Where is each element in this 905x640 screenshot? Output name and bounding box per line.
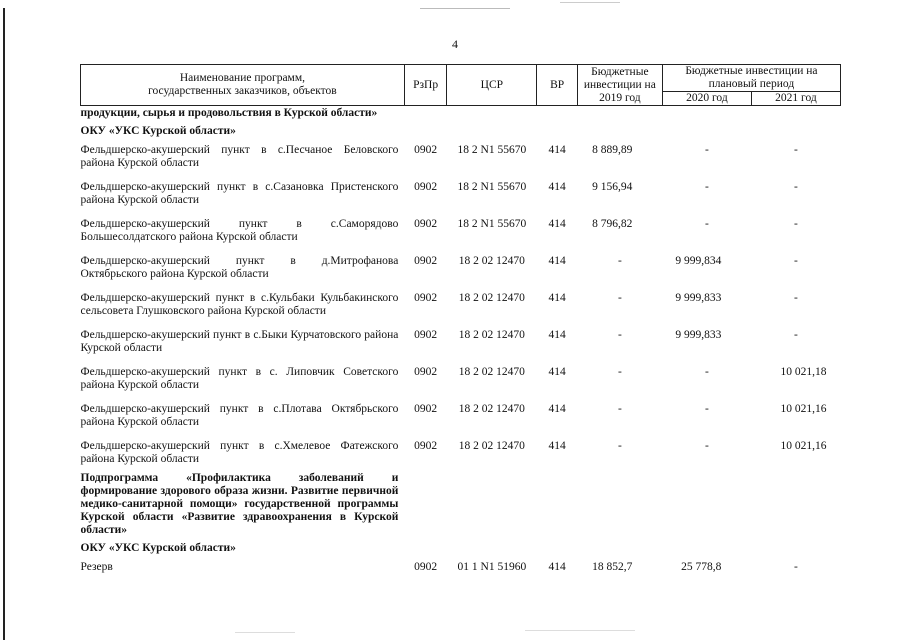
row-value-2021: - [794,292,798,304]
row-vr: 414 [548,181,566,193]
row-csr: 18 2 N1 55670 [457,181,527,193]
row-rzpr: 0902 [414,440,438,452]
row-name: Фельдшерско-акушерский пункт в с. Липовчик Советского района Курской области [80,366,399,391]
empty-cell [404,537,447,555]
row-name: Фельдшерско-акушерский пункт в с.Кульбаки Кульбакинского сельсовета Глушковского района Курской области [80,292,399,317]
row-value-2019: 9 156,94 [592,181,633,193]
row-value-2020: - [704,181,709,193]
row-csr: 18 2 02 12470 [458,329,525,341]
row-rzpr: 0902 [414,403,438,415]
header-year-2021: 2021 год [751,92,840,106]
table-row [81,212,841,249]
row-vr: 414 [548,329,566,341]
row-value-2021: - [794,144,798,156]
row-vr: 414 [548,218,566,230]
budget-investment-table [80,64,841,579]
empty-cell [751,120,840,138]
header-planned-period: Бюджетные инвестиции на плановый период [662,65,840,92]
header-csr: ЦСР [447,65,537,106]
row-value-2020: 9 999,833 [675,292,722,304]
table-row [81,249,841,286]
row-vr: 414 [548,144,566,156]
row-vr: 414 [548,366,566,378]
empty-cell [662,120,751,138]
empty-cell [577,471,662,537]
row-name: Фельдшерско-акушерский пункт в д.Митрофанова Октябрьского района Курской области [80,255,399,280]
section-row [81,471,841,537]
row-rzpr: 0902 [414,292,438,304]
row-name: Фельдшерско-акушерский пункт в с.Быки Курчатовского района Курской области [80,329,399,354]
row-value-2021: 10 021,16 [780,403,827,415]
empty-cell [404,120,447,138]
header-inv-2019: Бюджетные инвестиции на 2019 год [577,65,662,106]
row-name: Резерв [80,561,113,573]
page-number: 4 [452,37,458,51]
row-vr: 414 [548,292,566,304]
row-value-2020: 9 999,834 [675,255,722,267]
scan-artifact-line [420,8,510,9]
row-value-2019: 8 889,89 [592,144,633,156]
empty-cell [662,537,751,555]
scan-artifact-line [560,2,620,3]
row-csr: 18 2 02 12470 [458,403,525,415]
row-value-2020: - [704,366,709,378]
row-csr: 18 2 02 12470 [458,292,525,304]
row-vr: 414 [548,561,566,573]
table-row [81,434,841,471]
row-csr: 18 2 N1 55670 [457,218,527,230]
empty-cell [537,537,577,555]
table-row [81,555,841,579]
empty-cell [662,106,751,121]
row-value-2020: - [704,144,709,156]
row-vr: 414 [548,255,566,267]
table-row [81,360,841,397]
row-rzpr: 0902 [414,329,438,341]
row-csr: 18 2 02 12470 [458,440,525,452]
header-year-2020: 2020 год [662,92,751,106]
row-value-2020: 25 778,8 [681,561,722,573]
table-row [81,286,841,323]
table-row [81,397,841,434]
empty-cell [537,471,577,537]
row-rzpr: 0902 [414,561,438,573]
row-value-2019: - [617,329,622,341]
empty-cell [751,106,840,121]
row-value-2020: - [704,218,709,230]
row-vr: 414 [548,440,566,452]
row-vr: 414 [548,403,566,415]
row-name: Фельдшерско-акушерский пункт в с.Саморядово Большесолдатского района Курской области [80,218,399,243]
table-row [81,138,841,175]
row-value-2021: 10 021,16 [780,440,827,452]
empty-cell [751,471,840,537]
row-rzpr: 0902 [414,366,438,378]
row-name: Фельдшерско-акушерский пункт в с.Хмелевое Фатежского района Курской области [80,440,399,465]
owner-row [81,120,841,138]
empty-cell [447,120,537,138]
empty-cell [577,106,662,121]
table-row [81,323,841,360]
empty-cell [537,120,577,138]
row-rzpr: 0902 [414,218,438,230]
row-rzpr: 0902 [414,181,438,193]
owner-row [81,537,841,555]
row-value-2019: 8 796,82 [592,218,633,230]
row-value-2021: 10 021,18 [780,366,827,378]
row-value-2021: - [794,329,798,341]
section-row [81,106,841,121]
row-name: Фельдшерско-акушерский пункт в с.Песчаное Беловского района Курской области [80,144,399,169]
empty-cell [404,106,447,121]
row-value-2019: - [617,292,622,304]
row-value-2021: - [794,255,798,267]
row-csr: 18 2 02 12470 [458,255,525,267]
empty-cell [577,537,662,555]
row-value-2019: - [617,366,622,378]
row-value-2020: - [704,403,709,415]
row-value-2021: - [794,218,798,230]
state-customer-name: ОКУ «УКС Курской области» [80,125,236,137]
row-csr: 18 2 02 12470 [458,366,525,378]
row-value-2021: - [794,181,798,193]
page-left-border [3,8,5,640]
row-name: Фельдшерско-акушерский пункт в с.Плотава Октябрьского района Курской области [80,403,399,428]
program-section-title: Подпрограмма «Профилактика заболеваний и формирование здорового образа жизни. Развитие первичной медико-санитарной помощи» государственной программы Курской области «Развитие здравоохранения в Курской области» [80,472,399,536]
row-name: Фельдшерско-акушерский пункт в с.Сазановка Пристенского района Курской области [80,181,399,206]
empty-cell [447,106,537,121]
empty-cell [662,471,751,537]
empty-cell [447,471,537,537]
table-body [81,106,841,580]
row-csr: 18 2 N1 55670 [457,144,527,156]
row-value-2020: 9 999,833 [675,329,722,341]
scan-artifact-line [235,632,295,633]
row-value-2021: - [794,561,798,573]
row-rzpr: 0902 [414,144,438,156]
table-header [81,65,841,106]
row-value-2019: - [617,255,622,267]
header-rzpr: РзПр [404,65,447,106]
program-section-title: продукции, сырья и продовольствия в Курской области» [80,107,378,119]
row-csr: 01 1 N1 51960 [457,561,527,573]
empty-cell [447,537,537,555]
empty-cell [404,471,447,537]
row-rzpr: 0902 [414,255,438,267]
row-value-2019: - [617,440,622,452]
row-value-2020: - [704,440,709,452]
header-vr: ВР [537,65,577,106]
empty-cell [751,537,840,555]
table-row [81,175,841,212]
scan-artifact-line [525,630,635,631]
row-value-2019: - [617,403,622,415]
empty-cell [537,106,577,121]
empty-cell [577,120,662,138]
row-value-2019: 18 852,7 [592,561,633,573]
header-name: Наименование программ, государственных заказчиков, объектов [81,65,405,106]
state-customer-name: ОКУ «УКС Курской области» [80,542,236,554]
